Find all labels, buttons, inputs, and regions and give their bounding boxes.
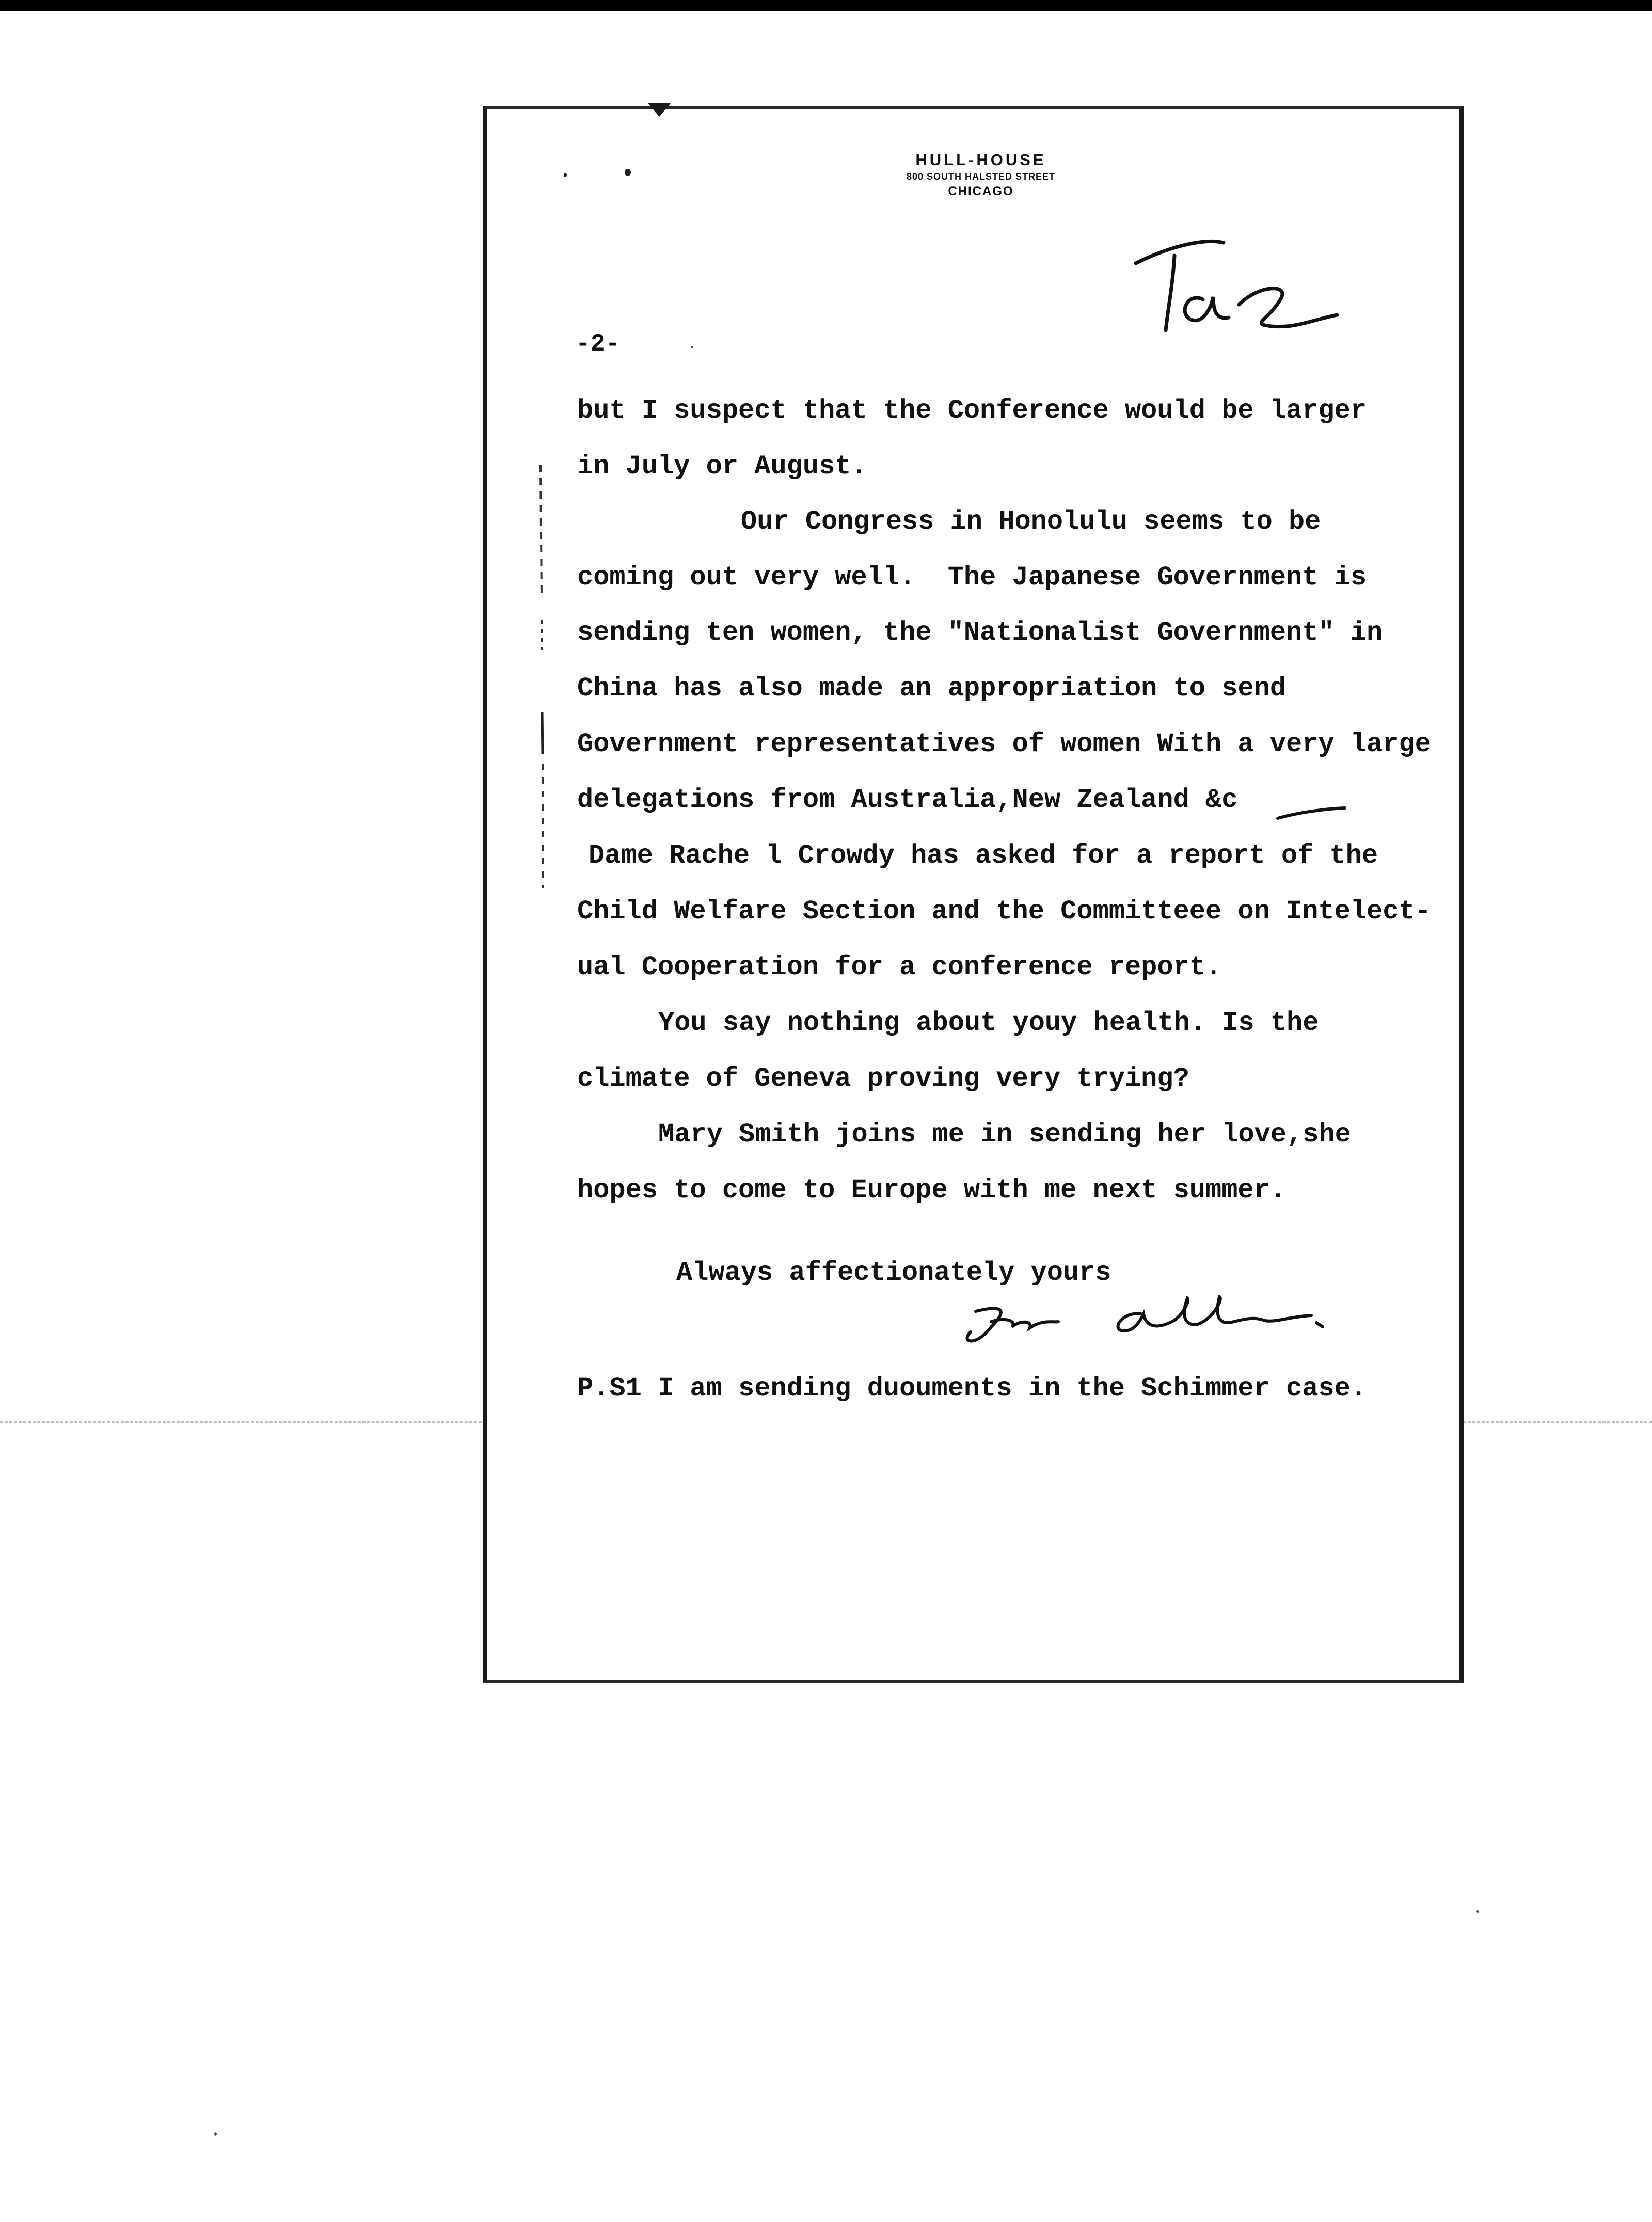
- ink-speck: [1476, 1910, 1479, 1913]
- body-line: coming out very well. The Japanese Government is: [577, 562, 1367, 593]
- letterhead-city: CHICAGO: [948, 184, 1014, 198]
- ink-speck: [214, 2132, 217, 2136]
- body-line: but I suspect that the Conference would be larger: [577, 395, 1367, 426]
- signature: [955, 1291, 1358, 1358]
- body-line: Our Congress in Honolulu seems to be: [741, 506, 1321, 537]
- body-line: sending ten women, the "Nationalist Government" in: [577, 617, 1383, 648]
- body-line: ual Cooperation for a conference report.: [577, 952, 1222, 982]
- body-line: Government representatives of women With a very large: [577, 729, 1431, 759]
- letterhead-street: 800 SOUTH HALSTED STREET: [906, 171, 1056, 182]
- scan-edge: [0, 0, 1652, 11]
- body-line: delegations from Australia,New Zealand &c: [577, 785, 1238, 815]
- handwritten-tag: [1125, 227, 1347, 346]
- page-number: -2-: [576, 330, 621, 358]
- ink-speck: [564, 173, 567, 177]
- ink-speck: [625, 169, 631, 176]
- body-line: in July or August.: [577, 451, 867, 482]
- letterhead: [774, 151, 1187, 199]
- body-line: Dame Rache l Crowdy has asked for a report of the: [589, 840, 1378, 871]
- pen-stroke: [1275, 803, 1347, 823]
- postscript: P.S1 I am sending duouments in the Schimmer case.: [577, 1373, 1367, 1404]
- letterhead-name: HULL-HOUSE: [915, 151, 1046, 169]
- sheet-notch: [648, 103, 671, 117]
- body-line: China has also made an appropriation to send: [577, 673, 1286, 704]
- ink-speck: [691, 346, 693, 348]
- margin-marks: [534, 465, 550, 888]
- closing: Always affectionately yours: [676, 1258, 1111, 1288]
- body-line: hopes to come to Europe with me next summer.: [577, 1175, 1286, 1205]
- body-line: You say nothing about youy health. Is the: [658, 1008, 1319, 1038]
- body-line: climate of Geneva proving very trying?: [577, 1064, 1189, 1094]
- body-line: Mary Smith joins me in sending her love,she: [658, 1119, 1351, 1150]
- body-line: Child Welfare Section and the Committeee on Intelect-: [577, 896, 1431, 927]
